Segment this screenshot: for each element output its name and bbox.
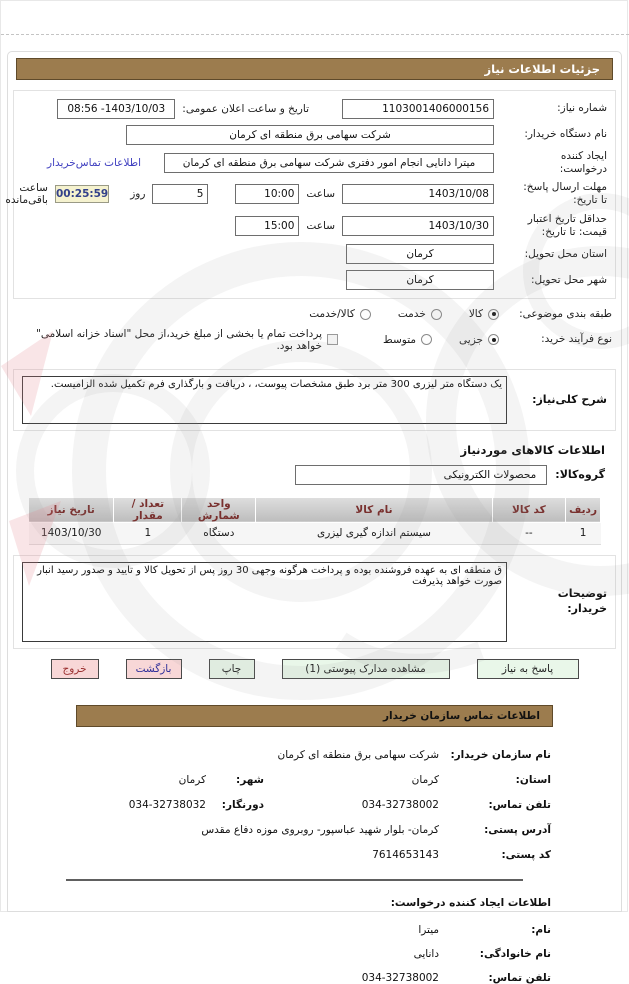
radio-service-icon[interactable] xyxy=(431,309,442,320)
creator-label: ایجاد کننده درخواست: xyxy=(559,150,607,176)
row-general-desc xyxy=(22,376,607,424)
deadline-hour-input[interactable]: 10:00 xyxy=(235,184,299,204)
contact-city-value: کرمان xyxy=(178,773,206,786)
action-buttons xyxy=(8,659,621,679)
contact-province-label: استان: xyxy=(515,773,551,786)
buyer-notes-panel xyxy=(13,555,616,649)
row-buyer-org xyxy=(22,124,607,145)
last-name-value: دانایی xyxy=(413,947,439,960)
validity-label: حداقل تاریخ اعتبار قیمت: تا تاریخ: xyxy=(527,212,607,238)
exit-button[interactable]: خروج xyxy=(51,659,99,679)
row-response-deadline xyxy=(5,181,607,207)
contact-info xyxy=(48,749,551,984)
contact-phone-label: تلفن تماس: xyxy=(488,798,551,811)
top-dotted-divider xyxy=(1,34,629,35)
countdown-label: ساعت باقی‌مانده xyxy=(5,182,48,207)
radio-minor-icon[interactable] xyxy=(488,334,499,345)
classification-label: طبقه بندی موضوعی: xyxy=(519,307,612,320)
validity-date-input[interactable]: 1403/10/30 xyxy=(342,216,494,236)
org-name-value: شرکت سهامی برق منطقه ای کرمان xyxy=(277,748,439,761)
row-classification xyxy=(17,304,612,325)
need-number-label: شماره نیاز: xyxy=(557,101,607,114)
row-delivery-province xyxy=(22,244,607,265)
contact-fax-label: دورنگار: xyxy=(221,798,264,811)
row-last-name xyxy=(48,948,551,960)
announce-label: تاریخ و ساعت اعلان عمومی: xyxy=(182,102,309,115)
row-province-city xyxy=(48,774,551,786)
col-code: کد کالا xyxy=(492,497,565,522)
creator-input[interactable]: میترا دانایی انجام امور دفتری شرکت سهامی برق منطقه ای کرمان xyxy=(164,153,494,173)
contact-province-value: کرمان xyxy=(411,773,439,786)
col-unit: واحد شمارش xyxy=(182,497,256,522)
col-qty: تعداد / مقدار xyxy=(114,497,182,522)
row-process-type xyxy=(17,328,612,352)
deadline-label: مهلت ارسال پاسخ: تا تاریخ: xyxy=(523,181,607,207)
address-label: آدرس پستی: xyxy=(484,823,551,836)
deadline-date-input[interactable]: 1403/10/08 xyxy=(342,184,494,204)
countdown-timer: 00:25:59 xyxy=(55,185,109,203)
province-input[interactable]: کرمان xyxy=(346,244,494,264)
province-label: استان محل تحویل: xyxy=(524,247,607,260)
goods-table xyxy=(28,497,601,545)
row-creator-phone xyxy=(48,972,551,984)
radio-goods-service-icon[interactable] xyxy=(360,309,371,320)
goods-group-label: گروه‌کالا: xyxy=(555,468,605,482)
postal-code-label: کد پستی: xyxy=(501,848,551,861)
general-desc-label: شرح کلی‌نیاز: xyxy=(532,392,607,406)
view-docs-button[interactable]: مشاهده مدارک پیوستی (1) xyxy=(282,659,450,679)
general-desc-textarea[interactable]: یک دستگاه متر لیزری 300 متر برد طبق مشخصات پیوست، ، دریافت و بارگذاری فرم تکمیل شده الزامیست. xyxy=(22,376,507,424)
row-postal-code xyxy=(48,849,551,861)
classification-strip xyxy=(8,299,621,359)
buyer-contact-link[interactable]: اطلاعات تماس‌خریدار xyxy=(47,157,141,170)
option-goods[interactable]: کالا xyxy=(469,308,499,320)
deadline-hour-label: ساعت xyxy=(306,188,335,201)
buyer-org-input[interactable]: شرکت سهامی برق منطقه ای کرمان xyxy=(126,125,494,145)
org-name-label: نام سازمان خریدار: xyxy=(450,748,551,761)
section-header-need-details xyxy=(16,58,613,80)
city-input[interactable]: کرمان xyxy=(346,270,494,290)
last-name-label: نام خانوادگی: xyxy=(479,947,551,960)
row-need-number xyxy=(22,98,607,119)
contact-section-title: اطلاعات تماس سازمان خریدار xyxy=(383,709,540,722)
deadline-days-label: روز xyxy=(130,188,146,201)
option-medium[interactable]: متوسط xyxy=(383,334,432,346)
table-row[interactable]: 1 -- سیستم اندازه گیری لیزری دستگاه 1 1403/10/30 xyxy=(29,522,601,544)
contact-city-label: شهر: xyxy=(236,773,264,786)
option-service[interactable]: خدمت xyxy=(398,308,442,320)
validity-hour-input[interactable]: 15:00 xyxy=(235,216,299,236)
row-first-name xyxy=(48,924,551,936)
general-desc-panel xyxy=(13,369,616,431)
buyer-notes-label: توضیحات خریدار: xyxy=(557,587,607,615)
row-phone-fax xyxy=(48,799,551,811)
buyer-org-label: نام دستگاه خریدار: xyxy=(524,127,607,140)
process-type-label: نوع فرآیند خرید: xyxy=(541,333,612,346)
deadline-days-input[interactable]: 5 xyxy=(152,184,208,204)
address-value: کرمان- بلوار شهید عباسپور- روبروی موزه دفاع مقدس xyxy=(201,823,439,836)
radio-medium-icon[interactable] xyxy=(421,334,432,345)
contact-fax-value: 034-32738032 xyxy=(128,798,206,811)
creator-phone-value: 034-32738002 xyxy=(361,971,439,984)
city-label: شهر محل تحویل: xyxy=(531,273,607,286)
goods-group-input[interactable]: محصولات الکترونیکی xyxy=(295,465,547,485)
back-button[interactable]: بازگشت xyxy=(126,659,182,679)
buyer-notes-textarea[interactable]: ق منطقه ای به عهده فروشنده بوده و پرداخت هرگونه وجهی 30 روز پس از تحویل کالا و تایید و صدور رسید انبار صورت خواهد پذیرفت xyxy=(22,562,507,642)
row-goods-group xyxy=(24,465,605,485)
option-treasury-payment[interactable]: پرداخت تمام یا بخشی از مبلغ خرید،از محل "اسناد خزانه اسلامی" خواهد بود. xyxy=(17,328,338,352)
first-name-value: میترا xyxy=(418,923,439,936)
treasury-checkbox-icon[interactable] xyxy=(327,334,338,345)
row-price-validity xyxy=(22,213,607,239)
col-row: ردیف xyxy=(566,497,601,522)
col-date: تاریخ نیاز xyxy=(29,497,114,522)
option-goods-service[interactable]: کالا/خدمت xyxy=(309,308,371,320)
contact-divider xyxy=(66,879,523,881)
row-address xyxy=(48,824,551,836)
respond-button[interactable]: پاسخ به نیاز xyxy=(477,659,579,679)
option-minor[interactable]: جزیی xyxy=(459,334,499,346)
print-button[interactable]: چاپ xyxy=(209,659,255,679)
content-frame xyxy=(5,51,622,984)
need-number-input[interactable]: 1103001406000156 xyxy=(342,99,494,119)
postal-code-value: 7614653143 xyxy=(372,848,439,861)
section-header-contact xyxy=(76,705,553,727)
radio-goods-icon[interactable] xyxy=(488,309,499,320)
first-name-label: نام: xyxy=(531,923,551,936)
row-org-name xyxy=(48,749,551,761)
col-name: نام کالا xyxy=(256,497,492,522)
row-creator xyxy=(22,150,607,176)
validity-hour-label: ساعت xyxy=(306,219,335,232)
creator-phone-label: تلفن تماس: xyxy=(488,971,551,984)
goods-table-header-row xyxy=(29,497,601,522)
row-buyer-notes xyxy=(22,562,607,642)
need-info-panel xyxy=(5,90,616,299)
section-title: جزئیات اطلاعات نیاز xyxy=(484,62,600,76)
goods-section-title: اطلاعات کالاهای موردنیاز xyxy=(460,442,605,457)
contact-phone-value: 034-32738002 xyxy=(361,798,439,811)
creator-info-title: اطلاعات ایجاد کننده درخواست: xyxy=(390,896,551,909)
announce-datetime-input[interactable]: 08:56 -1403/10/03 xyxy=(57,99,175,119)
row-delivery-city xyxy=(22,270,607,291)
